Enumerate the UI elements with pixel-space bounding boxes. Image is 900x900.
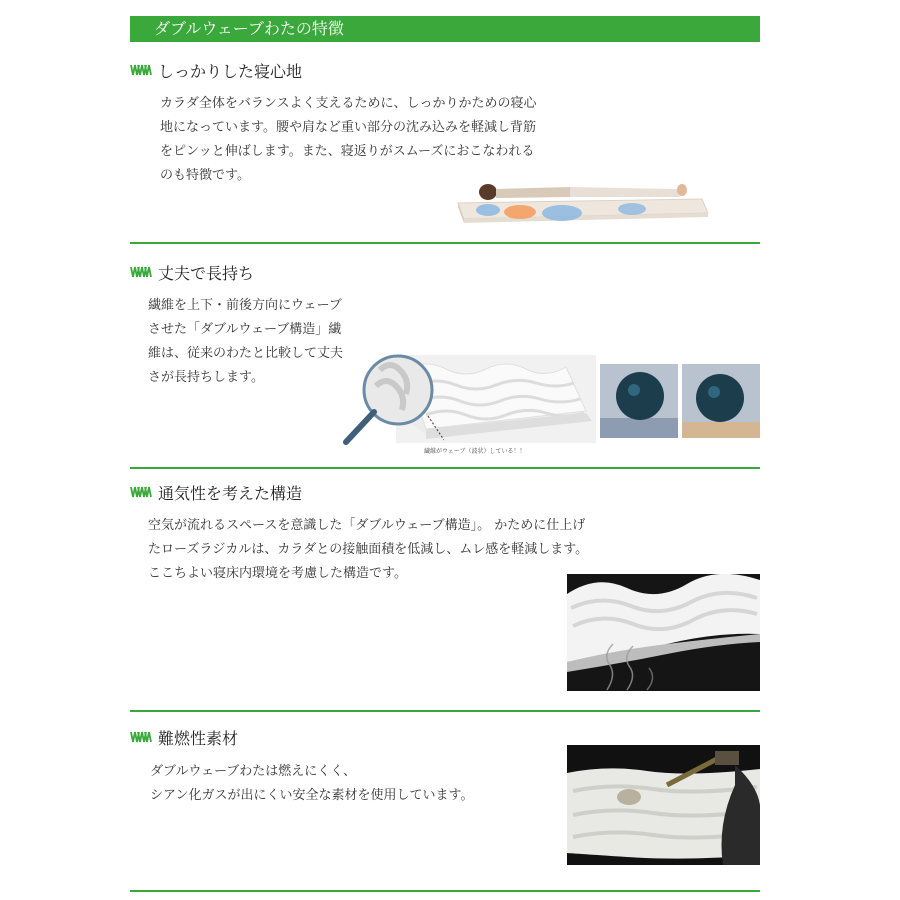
sleeping-person-image — [452, 165, 710, 227]
wave-icon — [130, 63, 152, 77]
section-title: しっかりした寝心地 — [158, 61, 303, 81]
body-line: 空気が流れるスペースを意識した「ダブルウェーブ構造」。 かために仕上げ — [148, 518, 586, 533]
section-divider — [130, 242, 760, 244]
body-line: をピンッと伸ばします。また、寝返りがスムーズにおこなわれる — [160, 144, 535, 159]
body-line: 地になっています。腰や肩など重い部分の沈み込みを軽減し背筋 — [160, 120, 536, 135]
body-line: のも特徴です。 — [160, 168, 250, 183]
bowling-ball-photo-2 — [682, 364, 760, 438]
body-line: ここちよい寝床内環境を考慮した構造です。 — [148, 566, 407, 581]
wave-icon — [130, 265, 152, 279]
body-line: 繊維を上下・前後方向にウェーブ — [148, 298, 342, 313]
section-divider — [130, 710, 760, 712]
airflow-image — [567, 574, 760, 691]
header-bar — [130, 16, 760, 42]
section-heading-flame-retardant — [130, 725, 238, 749]
wave-icon — [130, 485, 152, 499]
section-title: 通気性を考えた構造 — [158, 483, 303, 503]
bowling-ball-photo-1 — [600, 364, 678, 438]
body-line: ダブルウェーブわたは燃えにくく、 — [150, 764, 357, 779]
magnifier-icon — [340, 350, 444, 450]
page-title: ダブルウェーブわたの特徴 — [154, 19, 344, 38]
section-title: 丈夫で長持ち — [158, 263, 255, 283]
section-body — [148, 514, 588, 586]
section-body — [148, 294, 343, 390]
section-divider — [130, 890, 760, 892]
section-heading-durability — [130, 260, 254, 284]
wave-icon — [130, 730, 152, 744]
section-body — [150, 760, 473, 808]
body-line: カラダ全体をバランスよく支えるために、しっかりかための寝心 — [160, 96, 537, 111]
fiber-caption: 繊維がウェーブ（波状）している！！ — [424, 448, 526, 455]
body-line: さが長持ちします。 — [148, 370, 264, 385]
section-title: 難燃性素材 — [158, 728, 239, 748]
section-divider — [130, 467, 760, 469]
body-line: 維は、従来のわたと比較して丈夫 — [148, 346, 344, 361]
body-line: させた「ダブルウェーブ構造」繊 — [148, 322, 342, 337]
body-line: たローズラジカルは、カラダとの接触面積を低減し、ムレ感を軽減します。 — [148, 542, 589, 557]
body-line: シアン化ガスが出にくい安全な素材を使用しています。 — [150, 788, 474, 803]
section-heading-breathability — [130, 480, 302, 504]
flame-test-image — [567, 745, 760, 865]
section-heading-comfort — [130, 58, 302, 82]
